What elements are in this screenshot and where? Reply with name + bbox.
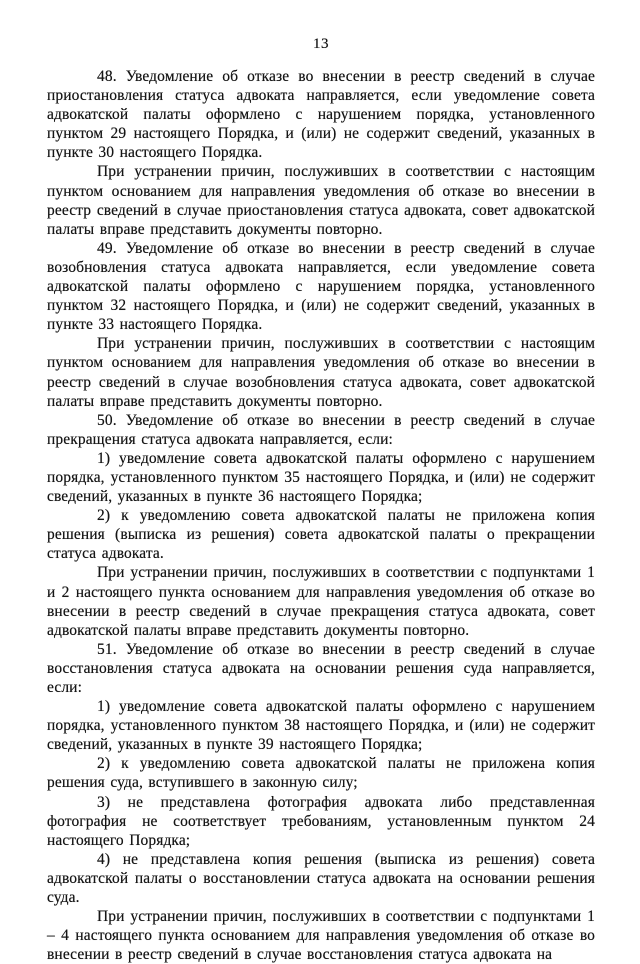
para-51-note: При устранении причин, послуживших в соответствии с подпунктами 1 – 4 настоящего пункта основанием для направления уведомления об отказе во внесении в реестр сведений в случае восстановления статуса адвоката на [47, 908, 595, 964]
para-50-sub-2: 2) к уведомлению совета адвокатской палаты не приложена копия решения (выписка из решения) совета адвокатской палаты о прекращении статуса адвоката. [47, 507, 595, 563]
para-50: 50. Уведомление об отказе во внесении в реестр сведений в случае прекращения статуса адвоката направляется, если: [47, 411, 595, 448]
para-48: 48. Уведомление об отказе во внесении в реестр сведений в случае приостановления статуса адвоката направляется, если уведомление совета адвокатской палаты оформлено с нарушением порядка, установленного пунктом 29 настоящего Порядка, и (или) не содержит сведений, указанных в пункте 30 настоящего Порядка. [47, 68, 595, 162]
para-48-note: При устранении причин, послуживших в соответствии с настоящим пунктом основанием для направления уведомления об отказе во внесении в реестр сведений в случае приостановления статуса адвоката, совет адвокатской палаты вправе представить документы повторно. [47, 163, 595, 238]
para-51-sub-3: 3) не представлена фотография адвоката либо представленная фотография не соответствует требованиям, установленным пунктом 24 настоящего Порядка; [47, 793, 595, 849]
para-51-sub-2: 2) к уведомлению совета адвокатской палаты не приложена копия решения суда, вступившего в законную силу; [47, 755, 595, 792]
para-50-note: При устранении причин, послуживших в соответствии с подпунктами 1 и 2 настоящего пункта основанием для направления уведомления об отказе во внесении в реестр сведений в случае прекращения статуса адвоката, совет адвокатской палаты вправе представить документы повторно. [47, 564, 595, 639]
para-49-note: При устранении причин, послуживших в соответствии с настоящим пунктом основанием для направления уведомления об отказе во внесении в реестр сведений в случае возобновления статуса адвоката, совет адвокатской палаты вправе представить документы повторно. [47, 335, 595, 410]
para-51-sub-1: 1) уведомление совета адвокатской палаты оформлено с нарушением порядка, установленного пунктом 38 настоящего Порядка, и (или) не содержит сведений, указанных в пункте 39 настоящего Порядка; [47, 698, 595, 754]
document-body [47, 67, 595, 964]
para-51: 51. Уведомление об отказе во внесении в реестр сведений в случае восстановления статуса адвоката на основании решения суда направляется, если: [47, 640, 595, 696]
page-number: 13 [313, 36, 329, 52]
para-51-sub-4: 4) не представлена копия решения (выписка из решения) совета адвокатской палаты о восстановлении статуса адвоката на основании решения суда. [47, 850, 595, 907]
para-49: 49. Уведомление об отказе во внесении в реестр сведений в случае возобновления статуса адвоката направляется, если уведомление совета адвокатской палаты оформлено с нарушением порядка, установленного пунктом 32 настоящего Порядка, и (или) не содержит сведений, указанных в пункте 33 настоящего Порядка. [47, 239, 595, 334]
para-50-sub-1: 1) уведомление совета адвокатской палаты оформлено с нарушением порядка, установленного пунктом 35 настоящего Порядка, и (или) не содержит сведений, указанных в пункте 36 настоящего Порядка; [47, 449, 595, 506]
